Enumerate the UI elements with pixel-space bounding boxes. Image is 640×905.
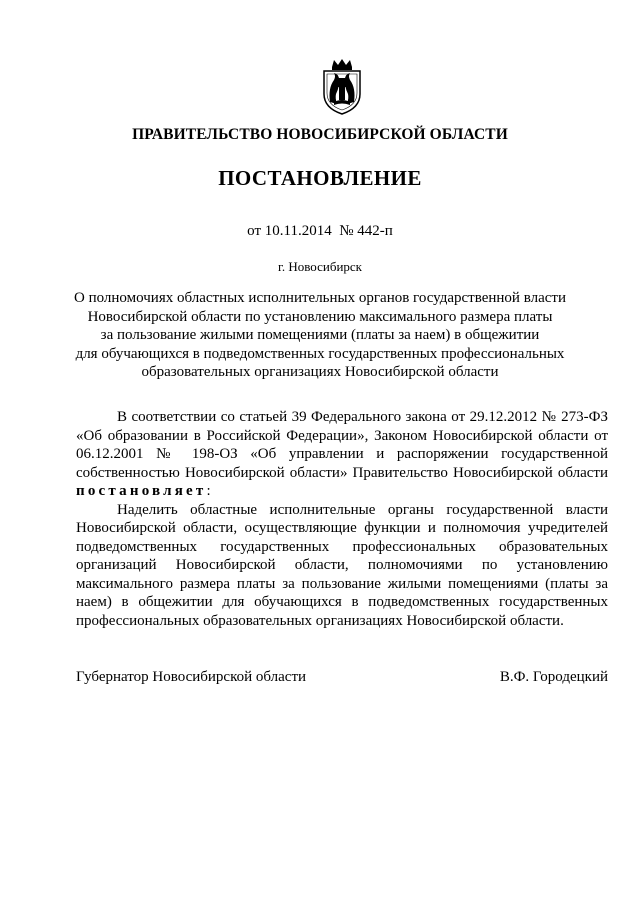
signatory-position: Губернатор Новосибирской области: [76, 669, 307, 685]
date-prefix: от: [247, 223, 262, 239]
document-subject: [60, 289, 580, 382]
subject-line: образовательных организациях Новосибирской области: [141, 364, 499, 380]
coat-of-arms-icon: [318, 58, 366, 116]
date-number-line: [0, 223, 640, 240]
signatory-name: В.Ф. Городецкий: [499, 669, 608, 685]
document-body: [76, 408, 608, 630]
subject-line: О полномочиях областных исполнительных органов государственной власти: [74, 290, 566, 306]
main-paragraph: Наделить областные исполнительные органы государственной власти Новосибирской области, осуществляющие функции и полномочия учредителей подведомственных государственных профессиональных образовательных организаций Новосибирской области, полномочиями по установлению максимального размера платы за пользование жилыми помещениями (платы за наем) в общежитии для обучающихся в подведомственных государственных профессиональных образовательных организациях Новосибирской области.: [76, 501, 608, 629]
city: г. Новосибирск: [277, 259, 362, 274]
subject-line: Новосибирской области по установлению максимального размера платы: [87, 308, 553, 325]
document-number: № 442-п: [339, 223, 393, 239]
subject-line: за пользование жилыми помещениями (платы за наем) в общежитии: [100, 327, 540, 343]
subject-line: для обучающихся в подведомственных государственных профессиональных: [75, 345, 565, 362]
organization-title: ПРАВИТЕЛЬСТВО НОВОСИБИРСКОЙ ОБЛАСТИ: [132, 126, 508, 143]
preamble-text: В соответствии со статьей 39 Федерального закона от 29.12.2012 № 273-ФЗ «Об образовании в Российской Федерации», Законом Новосибирской области от 06.12.2001 № 198-ОЗ «Об управлении и распоряжении государственной собственностью Новосибирской области» Правительство Новосибирской области: [76, 409, 608, 481]
document-type-title: ПОСТАНОВЛЕНИЕ: [218, 166, 422, 190]
preamble-paragraph: [76, 408, 608, 501]
decree-colon: :: [206, 483, 211, 499]
document-date: 10.11.2014: [264, 223, 332, 239]
decree-word: постановляет: [76, 483, 207, 499]
